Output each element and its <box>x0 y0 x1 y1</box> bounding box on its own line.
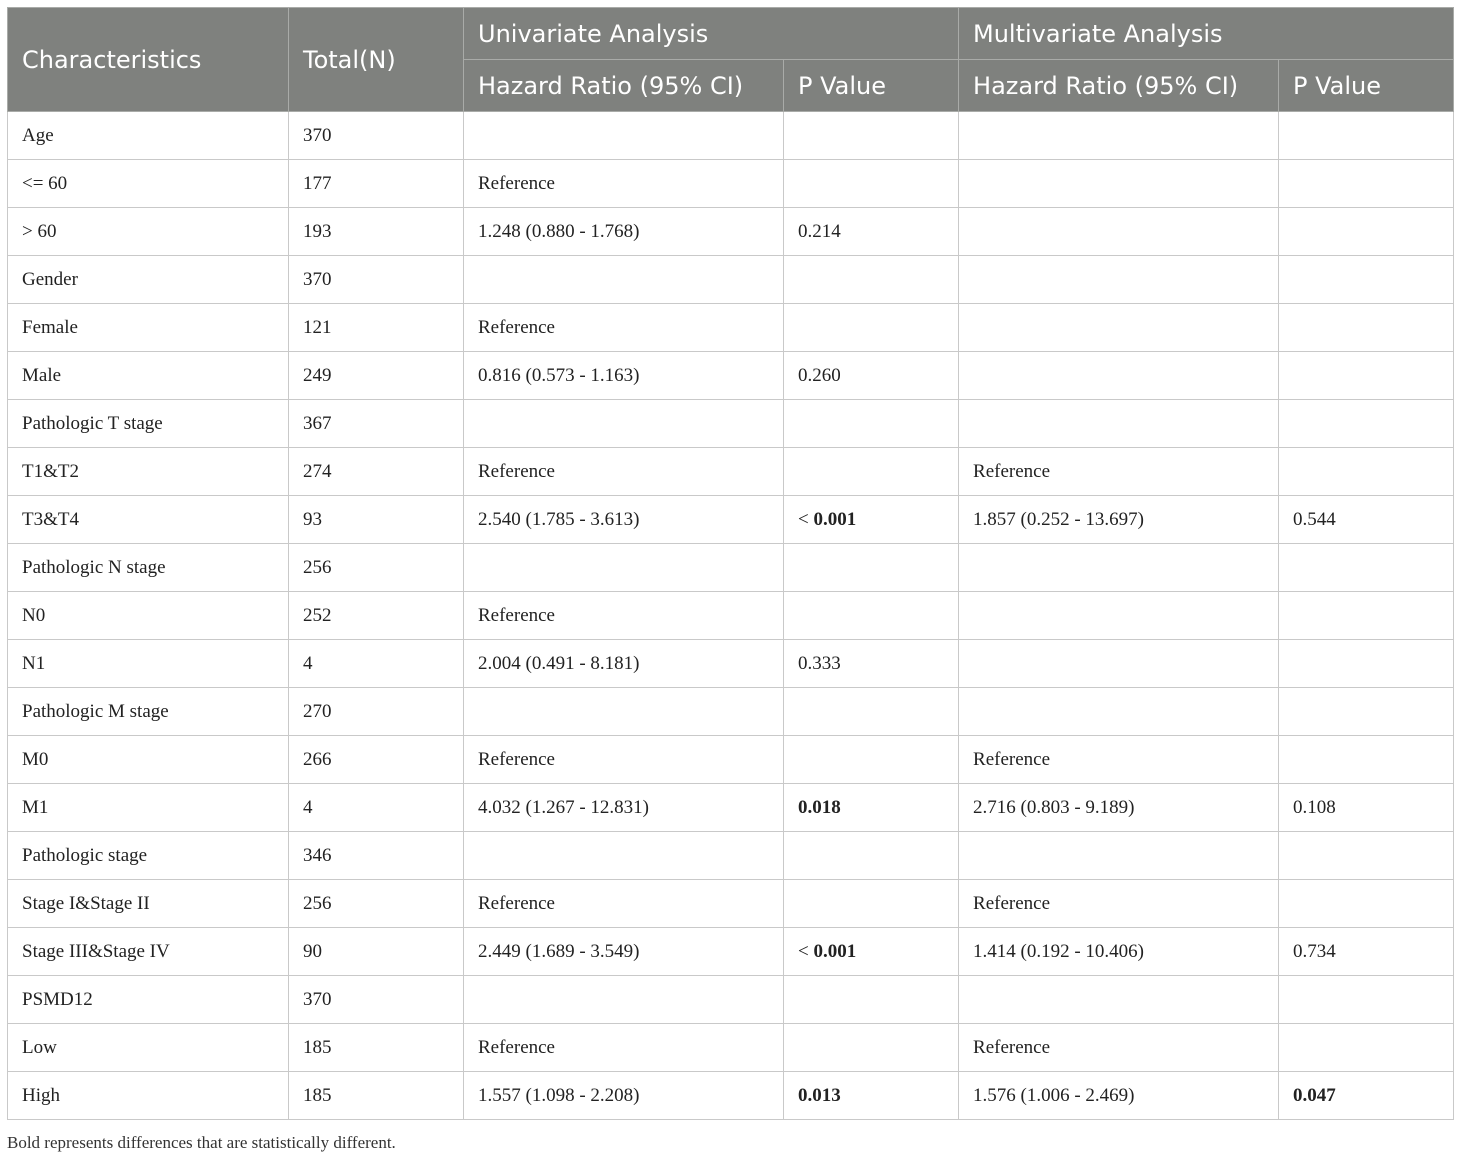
cell-uni-p-value <box>784 304 959 352</box>
cell-multi-hazard-ratio <box>959 736 1279 784</box>
cell-uni-p-value <box>784 928 959 976</box>
cell-uni-p-value <box>784 688 959 736</box>
cell-multi-p-value <box>1279 208 1454 256</box>
cell-value: > 60 <box>22 220 57 242</box>
cell-multi-hazard-ratio <box>959 880 1279 928</box>
cell-value: Female <box>22 316 78 338</box>
cell-value: T3&T4 <box>22 508 79 530</box>
cell-uni-hazard-ratio <box>464 400 784 448</box>
cell-value: 370 <box>303 268 332 290</box>
cell-value: 4.032 (1.267 - 12.831) <box>478 796 649 818</box>
cell-total <box>289 160 464 208</box>
cell-total <box>289 976 464 1024</box>
cell-value: 185 <box>303 1084 332 1106</box>
cell-value: 0.013 <box>798 1084 841 1106</box>
cell-multi-p-value <box>1279 112 1454 160</box>
cell-value: 252 <box>303 604 332 626</box>
cell-value: Age <box>22 124 54 146</box>
cell-characteristic <box>8 1024 289 1072</box>
cell-value: 2.716 (0.803 - 9.189) <box>973 796 1135 818</box>
cell-multi-hazard-ratio <box>959 784 1279 832</box>
cell-characteristic <box>8 160 289 208</box>
cell-value: 0.001 <box>813 508 857 530</box>
cell-characteristic <box>8 832 289 880</box>
cell-value: 274 <box>303 460 332 482</box>
cell-total <box>289 208 464 256</box>
cell-multi-hazard-ratio <box>959 448 1279 496</box>
cell-value: 121 <box>303 316 332 338</box>
cell-value: Reference <box>973 748 1051 770</box>
cell-total <box>289 640 464 688</box>
cell-uni-hazard-ratio <box>464 304 784 352</box>
cell-characteristic <box>8 688 289 736</box>
cell-uni-hazard-ratio <box>464 112 784 160</box>
cell-uni-p-value <box>784 592 959 640</box>
cell-multi-p-value <box>1279 496 1454 544</box>
cell-uni-hazard-ratio <box>464 160 784 208</box>
cell-total <box>289 400 464 448</box>
table-row <box>8 784 1454 832</box>
cell-value: 1.414 (0.192 - 10.406) <box>973 940 1144 962</box>
cell-value: Pathologic N stage <box>22 556 166 578</box>
cell-multi-p-value <box>1279 304 1454 352</box>
table-row <box>8 112 1454 160</box>
cell-value: 0.734 <box>1293 940 1336 962</box>
cell-value: Reference <box>478 604 555 626</box>
cell-multi-p-value <box>1279 544 1454 592</box>
cell-characteristic <box>8 592 289 640</box>
cell-characteristic <box>8 496 289 544</box>
cell-value: Reference <box>478 316 555 338</box>
cell-characteristic <box>8 544 289 592</box>
cell-total <box>289 448 464 496</box>
cell-characteristic <box>8 784 289 832</box>
cell-total <box>289 352 464 400</box>
col-uni-hazard-ratio: Hazard Ratio (95% CI) <box>464 60 784 112</box>
cell-uni-p-value <box>784 208 959 256</box>
cell-value: 193 <box>303 220 332 242</box>
cell-value: 0.108 <box>1293 796 1336 818</box>
cell-uni-p-value <box>784 976 959 1024</box>
cell-value: 266 <box>303 748 332 770</box>
cell-value: Pathologic M stage <box>22 700 169 722</box>
cell-total <box>289 1072 464 1120</box>
cell-value: T1&T2 <box>22 460 79 482</box>
cell-value: 256 <box>303 892 332 914</box>
cell-value: 0.333 <box>798 652 841 674</box>
table-row <box>8 880 1454 928</box>
cell-multi-hazard-ratio <box>959 544 1279 592</box>
cell-uni-p-value <box>784 448 959 496</box>
cell-total <box>289 688 464 736</box>
cell-uni-hazard-ratio <box>464 208 784 256</box>
cell-value: Stage III&Stage IV <box>22 940 170 962</box>
cell-total <box>289 592 464 640</box>
cell-multi-hazard-ratio <box>959 208 1279 256</box>
cell-value: 1.857 (0.252 - 13.697) <box>973 508 1144 530</box>
cell-multi-hazard-ratio <box>959 592 1279 640</box>
cell-multi-hazard-ratio <box>959 496 1279 544</box>
table-row <box>8 400 1454 448</box>
cell-characteristic <box>8 256 289 304</box>
cell-value: 249 <box>303 364 332 386</box>
table-footnote: Bold represents differences that are statistically different. <box>7 1133 396 1152</box>
cell-value: M1 <box>22 796 49 818</box>
cell-value: Reference <box>478 892 555 914</box>
cell-characteristic <box>8 448 289 496</box>
table-row <box>8 544 1454 592</box>
cell-uni-hazard-ratio <box>464 880 784 928</box>
cell-value: 0.544 <box>1293 508 1336 530</box>
cell-multi-hazard-ratio <box>959 832 1279 880</box>
table-row <box>8 160 1454 208</box>
table-row <box>8 592 1454 640</box>
cell-multi-p-value <box>1279 448 1454 496</box>
cell-multi-hazard-ratio <box>959 928 1279 976</box>
cell-value: 0.018 <box>798 796 841 818</box>
cell-multi-hazard-ratio <box>959 112 1279 160</box>
table-row <box>8 352 1454 400</box>
cell-value: Male <box>22 364 62 386</box>
cell-value: Reference <box>478 748 555 770</box>
cell-uni-hazard-ratio <box>464 448 784 496</box>
cell-total <box>289 496 464 544</box>
cell-multi-p-value <box>1279 736 1454 784</box>
table-row <box>8 736 1454 784</box>
cell-value: High <box>22 1084 60 1106</box>
cell-value: 1.248 (0.880 - 1.768) <box>478 220 640 242</box>
cell-uni-hazard-ratio <box>464 928 784 976</box>
cell-multi-hazard-ratio <box>959 640 1279 688</box>
cox-regression-table <box>7 7 1454 1120</box>
p-value-prefix: < <box>798 508 814 530</box>
cell-value: Reference <box>973 1036 1051 1058</box>
cell-uni-hazard-ratio <box>464 640 784 688</box>
cell-value: 0.260 <box>798 364 841 386</box>
cell-uni-hazard-ratio <box>464 352 784 400</box>
table-row <box>8 448 1454 496</box>
cell-value: Gender <box>22 268 78 290</box>
cell-value: 367 <box>303 412 332 434</box>
cell-characteristic <box>8 304 289 352</box>
cell-total <box>289 928 464 976</box>
cell-uni-hazard-ratio <box>464 592 784 640</box>
table-row <box>8 304 1454 352</box>
cell-uni-p-value <box>784 112 959 160</box>
cell-value: Reference <box>478 172 555 194</box>
cell-value: Low <box>22 1036 57 1058</box>
cell-value: 370 <box>303 988 332 1010</box>
table-header <box>8 8 1454 112</box>
cell-multi-hazard-ratio <box>959 688 1279 736</box>
cell-uni-p-value <box>784 544 959 592</box>
cell-multi-hazard-ratio <box>959 160 1279 208</box>
cell-multi-p-value <box>1279 256 1454 304</box>
cell-total <box>289 544 464 592</box>
cell-value: 4 <box>303 796 313 818</box>
cell-total <box>289 304 464 352</box>
table-row <box>8 208 1454 256</box>
cell-uni-p-value <box>784 784 959 832</box>
cell-total <box>289 736 464 784</box>
cell-value: 2.449 (1.689 - 3.549) <box>478 940 640 962</box>
cell-value: 0.001 <box>813 940 857 962</box>
cell-multi-hazard-ratio <box>959 256 1279 304</box>
cell-value: Reference <box>478 1036 555 1058</box>
cell-total <box>289 832 464 880</box>
cell-multi-p-value <box>1279 400 1454 448</box>
cell-uni-p-value <box>784 832 959 880</box>
table-row <box>8 256 1454 304</box>
cell-value: M0 <box>22 748 49 770</box>
cell-total <box>289 1024 464 1072</box>
cell-total <box>289 880 464 928</box>
cell-uni-hazard-ratio <box>464 1072 784 1120</box>
cell-uni-p-value <box>784 880 959 928</box>
cell-value: PSMD12 <box>22 988 93 1010</box>
col-multi-hazard-ratio: Hazard Ratio (95% CI) <box>959 60 1279 112</box>
cell-characteristic <box>8 880 289 928</box>
cell-total <box>289 256 464 304</box>
cell-total <box>289 112 464 160</box>
cell-multi-p-value <box>1279 976 1454 1024</box>
cell-characteristic <box>8 400 289 448</box>
cell-value: 177 <box>303 172 332 194</box>
cell-multi-p-value <box>1279 832 1454 880</box>
cell-value: 0.816 (0.573 - 1.163) <box>478 364 640 386</box>
cell-multi-p-value <box>1279 928 1454 976</box>
cell-characteristic <box>8 112 289 160</box>
col-multi-p-value: P Value <box>1279 60 1454 112</box>
cell-value: 1.557 (1.098 - 2.208) <box>478 1084 640 1106</box>
cell-multi-p-value <box>1279 160 1454 208</box>
table-row <box>8 640 1454 688</box>
cell-multi-p-value <box>1279 592 1454 640</box>
cell-value: Pathologic stage <box>22 844 148 866</box>
cell-uni-p-value <box>784 400 959 448</box>
cell-multi-p-value <box>1279 880 1454 928</box>
table-row <box>8 688 1454 736</box>
cell-multi-p-value <box>1279 352 1454 400</box>
cell-total <box>289 784 464 832</box>
cell-uni-hazard-ratio <box>464 784 784 832</box>
cell-value: Reference <box>973 892 1051 914</box>
cell-uni-hazard-ratio <box>464 736 784 784</box>
cell-value: N0 <box>22 604 46 626</box>
cell-value: 93 <box>303 508 322 530</box>
cell-value: 0.047 <box>1293 1084 1336 1106</box>
cell-value: 1.576 (1.006 - 2.469) <box>973 1084 1135 1106</box>
cell-uni-p-value <box>784 352 959 400</box>
cell-characteristic <box>8 736 289 784</box>
table-row <box>8 1024 1454 1072</box>
cell-multi-p-value <box>1279 1024 1454 1072</box>
cell-characteristic <box>8 640 289 688</box>
p-value-prefix: < <box>798 940 814 962</box>
table-row <box>8 1072 1454 1120</box>
cell-uni-hazard-ratio <box>464 688 784 736</box>
cell-value: 185 <box>303 1036 332 1058</box>
cell-uni-hazard-ratio <box>464 496 784 544</box>
cell-characteristic <box>8 976 289 1024</box>
col-group-univariate: Univariate Analysis <box>464 8 959 60</box>
cell-multi-hazard-ratio <box>959 400 1279 448</box>
cell-value: 90 <box>303 940 322 962</box>
cell-value: Stage I&Stage II <box>22 892 150 914</box>
cell-multi-hazard-ratio <box>959 304 1279 352</box>
cell-multi-hazard-ratio <box>959 352 1279 400</box>
cell-uni-p-value <box>784 256 959 304</box>
cell-value: 2.004 (0.491 - 8.181) <box>478 652 640 674</box>
cell-multi-p-value <box>1279 1072 1454 1120</box>
col-group-multivariate: Multivariate Analysis <box>959 8 1454 60</box>
cell-uni-hazard-ratio <box>464 544 784 592</box>
cell-multi-p-value <box>1279 640 1454 688</box>
col-uni-p-value: P Value <box>784 60 959 112</box>
cell-uni-hazard-ratio <box>464 832 784 880</box>
cell-value: Reference <box>973 460 1051 482</box>
col-characteristics: Characteristics <box>8 8 289 112</box>
cell-value: Pathologic T stage <box>22 412 163 434</box>
cell-value: N1 <box>22 652 46 674</box>
cell-value: 370 <box>303 124 332 146</box>
table-body <box>8 112 1454 1120</box>
cell-multi-hazard-ratio <box>959 1072 1279 1120</box>
cell-multi-hazard-ratio <box>959 1024 1279 1072</box>
cell-multi-hazard-ratio <box>959 976 1279 1024</box>
cell-uni-hazard-ratio <box>464 1024 784 1072</box>
cell-characteristic <box>8 928 289 976</box>
cell-uni-p-value <box>784 1072 959 1120</box>
cell-value: 270 <box>303 700 332 722</box>
table-row <box>8 832 1454 880</box>
cell-multi-p-value <box>1279 784 1454 832</box>
cell-uni-p-value <box>784 736 959 784</box>
cell-uni-p-value <box>784 160 959 208</box>
cell-value: 346 <box>303 844 332 866</box>
cell-characteristic <box>8 208 289 256</box>
table-row <box>8 976 1454 1024</box>
cell-value: Reference <box>478 460 555 482</box>
cell-uni-hazard-ratio <box>464 976 784 1024</box>
cell-value: <= 60 <box>22 172 68 194</box>
cell-characteristic <box>8 1072 289 1120</box>
cell-value: 4 <box>303 652 313 674</box>
cell-uni-p-value <box>784 1024 959 1072</box>
cell-value: 256 <box>303 556 332 578</box>
col-total: Total(N) <box>289 8 464 112</box>
cell-value: 0.214 <box>798 220 841 242</box>
cell-uni-hazard-ratio <box>464 256 784 304</box>
cell-uni-p-value <box>784 496 959 544</box>
table-row <box>8 496 1454 544</box>
cell-value: 2.540 (1.785 - 3.613) <box>478 508 640 530</box>
table-row <box>8 928 1454 976</box>
cell-multi-p-value <box>1279 688 1454 736</box>
cell-characteristic <box>8 352 289 400</box>
cell-uni-p-value <box>784 640 959 688</box>
